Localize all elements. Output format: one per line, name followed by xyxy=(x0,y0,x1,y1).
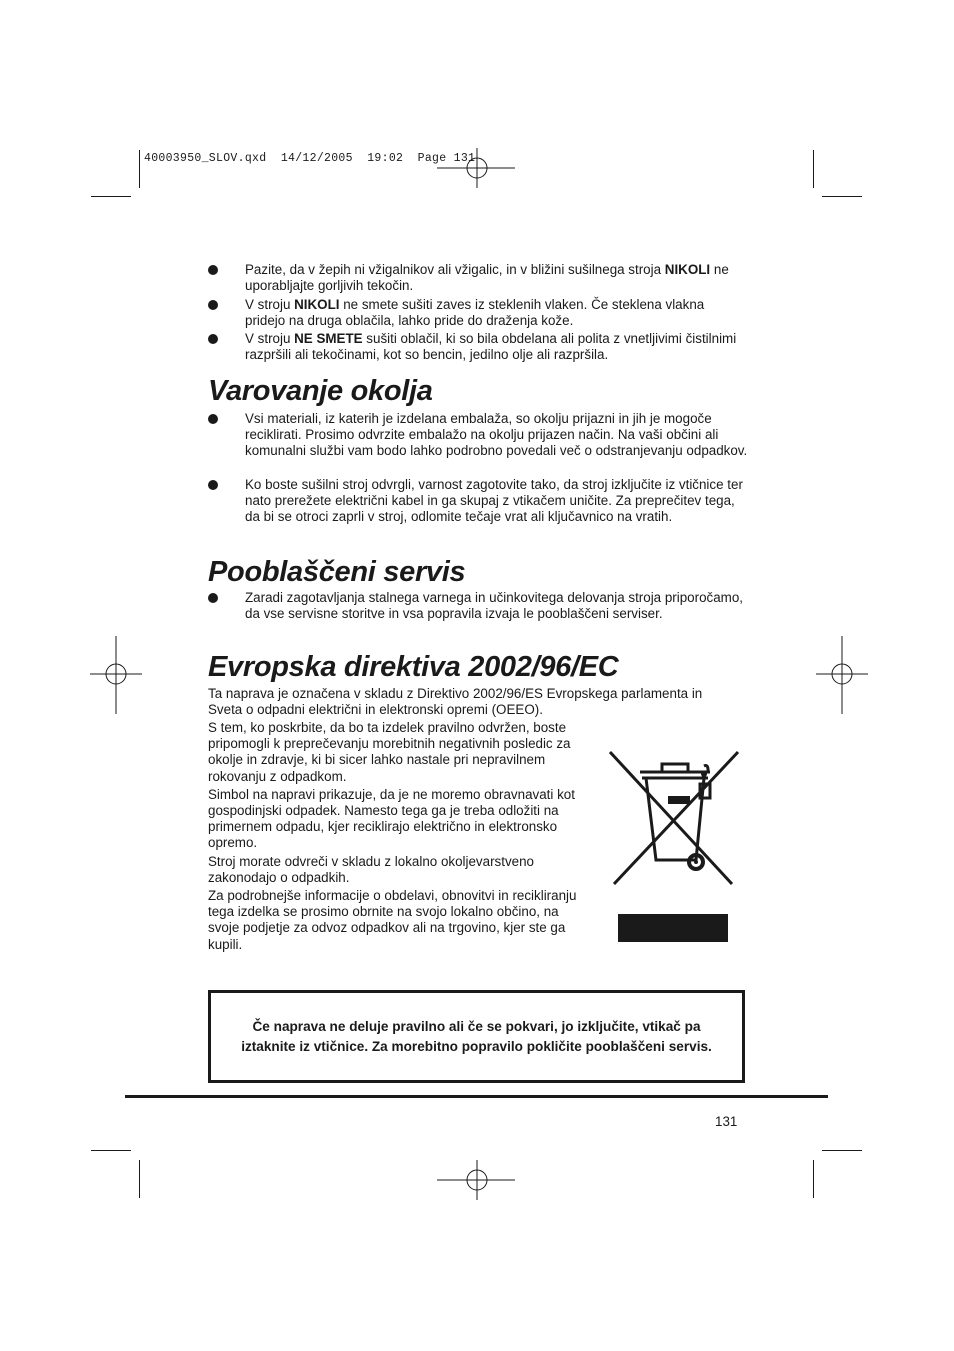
text-run: ne smete sušiti zaves iz steklenih vlaken. Če steklena vlakna pridejo na druga oblačila, lahko pride do draženja kože. xyxy=(245,297,705,329)
list-item xyxy=(208,590,748,622)
crop-mark xyxy=(91,1150,131,1151)
text-run: ne uporabljajte gorljivih tekočin. xyxy=(245,262,729,294)
crossed-out-wheelie-bin-icon xyxy=(604,748,744,948)
text-run: V stroju xyxy=(245,297,295,312)
section-heading: Pooblaščeni servis xyxy=(208,556,466,588)
paragraph: Za podrobnejše informacije o obdelavi, obnovitvi in recikliranju tega izdelka se prosimo obrnite na svojo lokalno občino, na svoje podjetje za odvoz odpadkov ali na trgovino, kjer ste ga kupili. xyxy=(208,888,577,952)
lead-paragraph: Ta naprava je označena v skladu z Direktivo 2002/96/ES Evropskega parlamenta in Sveta o odpadni električni in elektronski opremi (OEEO). xyxy=(208,686,703,718)
bullet-text: Zaradi zagotavljanja stalnega varnega in učinkovitega delovanja stroja priporočamo, da vse servisne storitve in vsa popravila izvaja le pooblaščeni serviser. xyxy=(245,590,743,622)
section-heading: Evropska direktiva 2002/96/EC xyxy=(208,651,619,683)
emphasis-text: NIKOLI xyxy=(664,262,711,277)
weee-text xyxy=(208,720,593,955)
bullet-icon xyxy=(208,334,218,344)
list-item xyxy=(208,297,748,329)
paragraph: Simbol na napravi prikazuje, da je ne moremo obravnavati kot gospodinjski odpadek. Namesto tega ga je treba odložiti na primernem odpadu, kjer reciklirajo električno in elektronsko opremo. xyxy=(208,786,575,851)
registration-mark-icon xyxy=(437,1160,517,1202)
crop-mark xyxy=(822,196,862,197)
crop-mark xyxy=(813,1160,814,1198)
text-run: V stroju xyxy=(245,331,295,346)
list-item xyxy=(208,411,748,460)
bullet-text xyxy=(245,297,748,329)
bullet-text: Ko boste sušilni stroj odvrgli, varnost zagotovite tako, da stroj izključite iz vtičnice ter nato prerežete električni kabel in ga skupaj z vtikačem uničite. Za preprečitev tega, da bi se otroci zaprli v stroj, odlomite tečaje vrat ali ključavnico na vratih. xyxy=(245,477,743,525)
list-item xyxy=(208,331,748,363)
bullet-icon xyxy=(208,300,218,310)
registration-mark-icon xyxy=(816,636,868,716)
bullet-icon xyxy=(208,265,218,275)
warning-notice-box xyxy=(208,990,745,1083)
footer-rule xyxy=(125,1095,828,1098)
crop-mark xyxy=(822,1150,862,1151)
crop-mark xyxy=(139,150,140,188)
emphasis-text: NE SMETE xyxy=(294,331,363,346)
crop-mark xyxy=(813,150,814,188)
registration-mark-icon xyxy=(90,636,142,716)
text-run: Pazite, da v žepih ni vžigalnikov ali vžigalic, in v bližini sušilnega stroja xyxy=(245,262,665,277)
bullet-icon xyxy=(208,414,218,424)
bullet-icon xyxy=(208,593,218,603)
notice-text: Če naprava ne deluje pravilno ali če se pokvari, jo izključite, vtikač pa iztaknite iz vtičnice. Za morebitno popravilo pokličite pooblaščeni servis. xyxy=(241,1018,712,1054)
list-item xyxy=(208,262,748,294)
emphasis-text: NIKOLI xyxy=(294,297,340,312)
print-slug: 40003950_SLOV.qxd 14/12/2005 19:02 Page 131 xyxy=(144,152,476,165)
page-number: 131 xyxy=(715,1114,738,1129)
paragraph: Stroj morate odvreči v skladu z lokalno okoljevarstveno zakonodajo o odpadkih. xyxy=(208,853,534,885)
bullet-text xyxy=(245,331,748,363)
list-item xyxy=(208,477,748,526)
bullet-text: Vsi materiali, iz katerih je izdelana embalaža, so okolju prijazni in jih je mogoče reciklirati. Prosimo odvrzite embalažo na okolju prijazen način. Na vaši občini ali komunalni službi vam bodo lahko podrobno povedali več o odstranjevanju odpadkov. xyxy=(245,411,748,459)
crop-mark xyxy=(91,196,131,197)
bullet-icon xyxy=(208,480,218,490)
text-run: sušiti oblačil, ki so bila obdelana ali polita z vnetljivimi čistilnimi razpršili ali tekočinami, kot so bencin, jedilno olje ali razpršila. xyxy=(245,331,737,363)
crop-mark xyxy=(139,1160,140,1198)
paragraph: S tem, ko poskrbite, da bo ta izdelek pravilno odvržen, boste pripomogli k preprečevanju morebitnih negativnih posledic za okolje in zdravje, ki bi sicer lahko nastale pri nepravilnem rokovanju z odpadkom. xyxy=(208,720,571,784)
section-heading: Varovanje okolja xyxy=(208,375,433,407)
bullet-text xyxy=(245,262,748,294)
